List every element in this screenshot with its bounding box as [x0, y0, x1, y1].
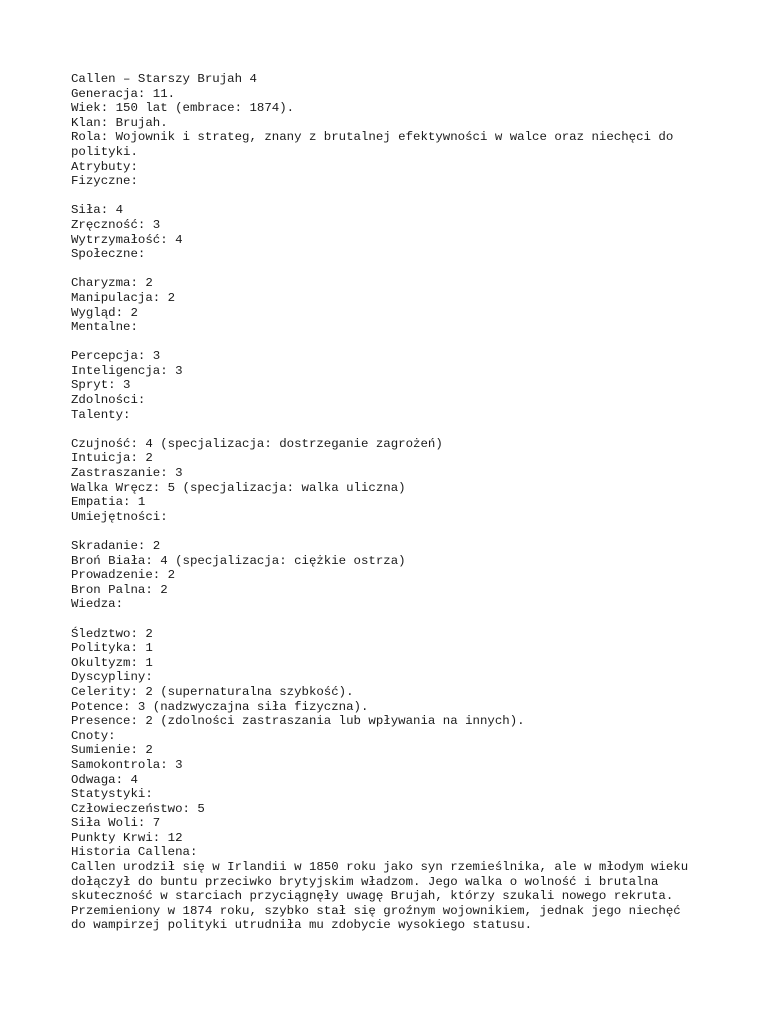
skill-item: Bron Palna: 2	[71, 582, 168, 597]
talent-item: Intuicja: 2	[71, 451, 153, 466]
knowledge-item: Okultyzm: 1	[71, 655, 153, 670]
physical-dexterity: Zręczność: 3	[71, 217, 161, 232]
virtues-heading: Cnoty:	[71, 728, 116, 743]
talent-item: Zastraszanie: 3	[71, 466, 183, 481]
spacer	[71, 335, 721, 350]
talent-item: Empatia: 1	[71, 495, 146, 510]
spacer	[71, 422, 721, 437]
virtue-item: Odwaga: 4	[71, 772, 138, 787]
talent-item: Walka Wręcz: 5 (specjalizacja: walka uliczna)	[71, 480, 406, 495]
talent-item: Czujność: 4 (specjalizacja: dostrzeganie zagrożeń)	[71, 436, 443, 451]
physical-heading: Fizyczne:	[71, 174, 138, 189]
info-role: Rola: Wojownik i strateg, znany z brutalnej efektywności w walce oraz niechęci do	[71, 130, 674, 145]
social-appearance: Wygląd: 2	[71, 305, 138, 320]
social-manipulation: Manipulacja: 2	[71, 290, 176, 305]
stats-heading: Statystyki:	[71, 787, 153, 802]
info-age: Wiek: 150 lat (embrace: 1874).	[71, 101, 295, 116]
knowledge-item: Polityka: 1	[71, 641, 153, 656]
virtue-item: Sumienie: 2	[71, 743, 153, 758]
history-heading: Historia Callena:	[71, 845, 198, 860]
discipline-item: Presence: 2 (zdolności zastraszania lub wpływania na innych).	[71, 714, 525, 729]
history-line: dołączył do buntu przeciwko brytyjskim władzom. Jego walka o wolność i brutalna	[71, 874, 659, 889]
history-line: Callen urodził się w Irlandii w 1850 roku jako syn rzemieślnika, ale w młodym wieku	[71, 860, 689, 875]
history-line: skuteczność w starciach przyciągnęły uwagę Brujah, którzy szukali nowego rekruta.	[71, 889, 674, 904]
spacer	[71, 612, 721, 627]
discipline-item: Celerity: 2 (supernaturalna szybkość).	[71, 684, 354, 699]
attributes-heading: Atrybuty:	[71, 159, 138, 174]
virtue-item: Samokontrola: 3	[71, 757, 183, 772]
history-line: do wampirzej polityki utrudniła mu zdobycie wysokiego statusu.	[71, 918, 533, 933]
spacer	[71, 524, 721, 539]
spacer	[71, 262, 721, 277]
info-role-continued: polityki.	[71, 144, 138, 159]
spacer	[71, 189, 721, 204]
physical-strength: Siła: 4	[71, 203, 124, 218]
stat-item: Punkty Krwi: 12	[71, 830, 183, 845]
skill-item: Broń Biała: 4 (specjalizacja: ciężkie ostrza)	[71, 553, 406, 568]
mental-perception: Percepcja: 3	[71, 349, 161, 364]
mental-heading: Mentalne:	[71, 320, 138, 335]
skills-heading: Umiejętności:	[71, 509, 168, 524]
talents-heading: Talenty:	[71, 407, 131, 422]
abilities-heading: Zdolności:	[71, 393, 146, 408]
physical-stamina: Wytrzymałość: 4	[71, 232, 183, 247]
info-generation: Generacja: 11.	[71, 86, 176, 101]
social-charisma: Charyzma: 2	[71, 276, 153, 291]
document-title: Callen – Starszy Brujah 4	[71, 72, 257, 86]
mental-intelligence: Inteligencja: 3	[71, 363, 183, 378]
stat-item: Człowieczeństwo: 5	[71, 801, 205, 816]
knowledge-item: Śledztwo: 2	[71, 626, 153, 641]
disciplines-heading: Dyscypliny:	[71, 670, 153, 685]
discipline-item: Potence: 3 (nadzwyczajna siła fizyczna).	[71, 699, 369, 714]
info-clan: Klan: Brujah.	[71, 115, 168, 130]
history-line: Przemieniony w 1874 roku, szybko stał się groźnym wojownikiem, jednak jego niechęć	[71, 903, 681, 918]
social-heading: Społeczne:	[71, 247, 146, 262]
skill-item: Prowadzenie: 2	[71, 568, 176, 583]
mental-wits: Spryt: 3	[71, 378, 131, 393]
stat-item: Siła Woli: 7	[71, 816, 161, 831]
knowledge-heading: Wiedza:	[71, 597, 124, 612]
document-page	[71, 72, 721, 933]
skill-item: Skradanie: 2	[71, 539, 161, 553]
